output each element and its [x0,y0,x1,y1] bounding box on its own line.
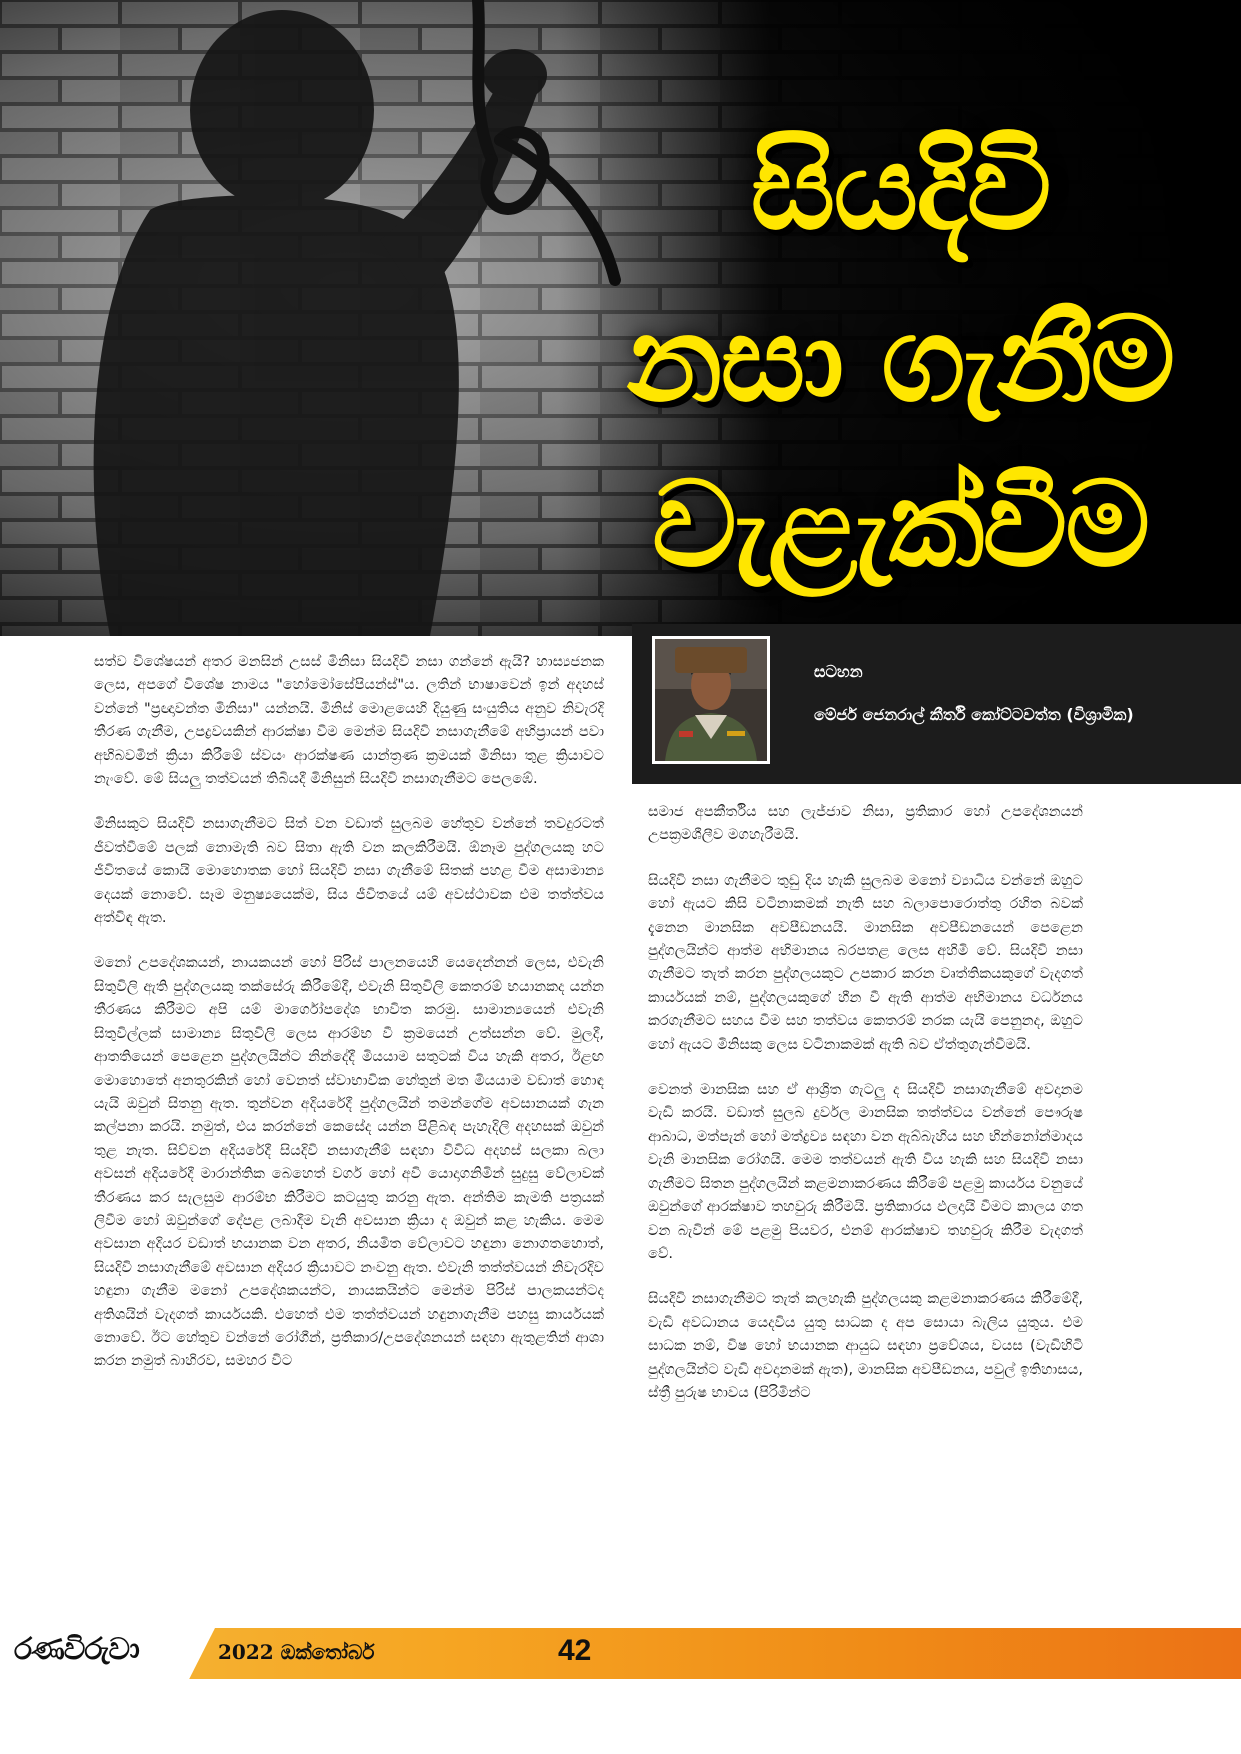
article-paragraph: සියදිවි නසා ගැනීමට තුඩු දිය හැකි සුලබම මනෝ ව්‍යාධිය වන්නේ ඔහුට හෝ ඇයට කිසි වටිනාකමක් නැති සහ බලාපොරොත්තු රහිත බවක් දැනෙන මානසික අවපීඩනයයි. මානසික අවපීඩනයෙන් පෙළෙන පුද්ගලයින්ට ආත්ම අභිමානය බරපතළ ලෙස අහිමි වේ. සියදිවි නසා ගැනීමට තැත් කරන පුද්ගලයකුට උපකාර කරන වෘත්තිකයකුගේ වැදගත් කාර්යයක් නම්, පුද්ගලයකුගේ හීන වී ඇති ආත්ම අභිමානය වර්ධනය කරගැනීමට සහය වීම සහ තත්වය කෙතරම් නරක යැයි පෙනුනද, ඔහුට හෝ ඇයට මිනිසකු ලෙස වටිනාකමක් ඇති බව ඒත්තුගැන්වීමයි. [648,871,1083,1053]
article-paragraph: මනෝ උපදේශකයන්, නායකයන් හෝ පිරිස් පාලනයෙහි යෙදෙන්නන් ලෙස, එවැනි සිතුවිලි ඇති පුද්ගලයකු තක්සේරු කිරීමේදී, එවැනි සිතුවිලි කෙතරම් භයානකද යන්න තීරණය කිරීමට අපි යම් මාර්ගෝපදේශ භාවිත කරමු. සාමාන්‍යයෙන් එවැනි සිතුවිල්ලක් සාමාන්‍ය සිතුවිලි ලෙස ආරම්භ වී ක්‍රමයෙන් උත්සන්න වේ. මුලදී, ආතතියෙන් පෙළෙන පුද්ගලයින්ට නින්දේදී මියයාම සතුටක් විය හැකි අතර, ඊළඟ මොහොතේ අනතුරකින් හෝ වෙනත් ස්වාභාවික හේතුන් මත මියයාම වඩාත් හොඳ යැයි ඔවුන් සිතනු ඇත. තුන්වන අදියරේදී පුද්ගලයින් තමන්ගේම අවසානයක් ගැන කල්පනා කරයි. නමුත්, එය කරන්නේ කෙසේද යන්න පිළිබඳ පැහැදිලි අදහසක් ඔවුන් තුළ නැත. සිව්වන අදියරේදී සියදිවි නසාගැනීම් සඳහා විවිධ අදහස් සලකා බලා අවසන් අදියරේදී මාරාන්තික බෙහෙත් වර්ග හෝ අවි යොදාගනිමින් සුදුසු වේලාවක් තීරණය කර සැලසුම ආරම්භ කිරීමට කටයුතු කරනු ඇත. අන්තිම කැමති පත්‍රයක් ලිවීම හෝ ඔවුන්ගේ දේපළ ලබාදීම වැනි අවසාන ක්‍රියා ද ඔවුන් කළ හැකිය. මෙම අවසාන අදියර වඩාත් භයානක වන අතර, නියමිත වේලාවට හඳුනා නොගතහොත්, සියදිවි නසාගැනීමේ අවසාන අදියර ක්‍රියාවට නංවනු ඇත. එවැනි තත්ත්වයන් නිවැරදිව හඳුනා ගැනීම මනෝ උපදේශකයන්ට, නායකයින්ට මෙන්ම පිරිස් පාලකයන්ටද අතිශයින් වැදගත් කාර්යයකි. එහෙත් එම තත්ත්වයන් හඳුනාගැනීම පහසු කාර්යයක් නොවේ. ඊට හේතුව වන්නේ රෝගීන්, ප්‍රතිකාර/උපදේශනයන් සඳහා ඇතුළතින් ආශා කරන නමුත් බාහිරව, සමහර විට [94,954,604,1370]
page-number: 42 [558,1634,592,1667]
article-paragraph: වෙනත් මානසික සහ ඒ ආශ්‍රිත ගැටලු ද සියදිවි නසාගැනීමේ අවදානම වැඩි කරයි. වඩාත් සුලබ දුර්වල මානසික තත්ත්වය වන්නේ පෞරුෂ ආබාධ, මත්පැන් හෝ මත්ද්‍රව්‍ය සඳහා වන ඇබ්බැහිය සහ භින්නෝන්මාදය වැනි මානසික රෝගයි. මෙම තත්වයන් ඇති විය හැකි සහ සියදිවි නසා ගැනීමට සිතන පුද්ගලයින් කළමනාකරණය කිරීමේ පළමු කාර්යය වනුයේ ඔවුන්ගේ ආරක්ෂාව තහවුරු කිරීමයි. ප්‍රතිකාරය ඵලදායි වීමට කාලය ගත වන බැවින් මේ පළමු පියවර, එනම් ආරක්ෂාව තහවුරු කිරීම වැදගත් වේ. [648,1081,1083,1262]
article-paragraph: සමාජ අපකීර්තිය සහ ලැජ්ජාව නිසා, ප්‍රතිකාර හෝ උපදේශනයන් උපක්‍රමශීලීව මගහැරීමයි. [648,803,1083,844]
author-portrait [655,639,767,761]
issue-date: 2022 ඔක්තෝබර් [218,1640,375,1664]
magazine-logo: රණවිරුවා [14,1632,139,1667]
author-box [632,624,1241,784]
headline-line-2: නසා ගැනීම [626,290,1174,428]
headline-line-1: සියදිවි [750,118,1050,256]
article-paragraph: සියදිවි නසාගැනීමට තැත් කලහැකි පුද්ගලයකු කළමනාකරණය කිරීමේදී, වැඩි අවධානය යෙදවිය යුතු සාධක ද අප සොයා බැලිය යුතුය. එම සාධක නම්, විෂ හෝ භයානක ආයුධ සඳහා ප්‍රවේශය, වයස (වැඩිහිටි පුද්ගලයින්ට වැඩි අවදානමක් ඇත), මානසික අවපීඩනය, පවුල් ඉතිහාසය, ස්ත්‍රී පුරුෂ භාවය (පිරිමින්ට [648,1290,1083,1401]
article-paragraph: මිනිසකුට සියදිවි නසාගැනීමට සිත් වන වඩාත් සුලබම හේතුව වන්නේ තවදුරටත් ජීවත්වීමේ පලක් නොමැති බව සිතා ඇති වන කලකිරීමයි. ඕනෑම පුද්ගලයකු හට ජීවිතයේ කොයි මොහොතක හෝ සියදිවි නසා ගැනීමේ සිතක් පහළ වීම අසාමාන්‍ය දෙයක් නොවේ. සෑම මනුෂ්‍යයෙක්ම, සිය ජීවිතයේ යම් අවස්ථාවක එම තත්ත්වය අත්විඳ ඇත. [94,815,604,927]
author-name: මේජර් ජෙනරාල් කීර්ති කෝට්ටවත්ත (විශ්‍රාමික) [814,705,1134,724]
author-photo [652,636,770,764]
author-role: සටහන [814,662,863,681]
article-column-right [648,800,1083,1426]
headline-line-3: වැළැක්වීම [651,455,1149,593]
article-paragraph: සත්ව විශේෂයන් අතර මනසින් උසස් මිනිසා සියදිවි නසා ගන්නේ ඇයි? හාස්‍යජනක ලෙස, අපගේ විශේෂ නාමය "හෝමෝසේපියන්ස්"ය. ලතින් භාෂාවෙන් ඉන් අදහස් වන්නේ "ප්‍රඥාවන්ත මිනිසා" යන්නයි. මිනිස් මොළයෙහි දියුණු සංයුතිය අනුව නිවැරදි තීරණ ගැනීම, උපද්‍රවයකින් ආරක්ෂා වීම මෙන්ම සියදිවි නසාගැනීමේ අභිප්‍රායන් පවා අභිබවමින් ක්‍රියා කිරීමේ ස්වයං ආරක්ෂණ යාන්ත්‍රණ ක්‍රමයක් මිනිසා තුළ ක්‍රියාවට නැංවේ. මේ සියලු තත්වයන් තිබියදී මිනිසුන් සියදිවි නසාගැනීමට පෙලඹේ. [94,653,604,788]
article-column-left [94,650,604,1395]
